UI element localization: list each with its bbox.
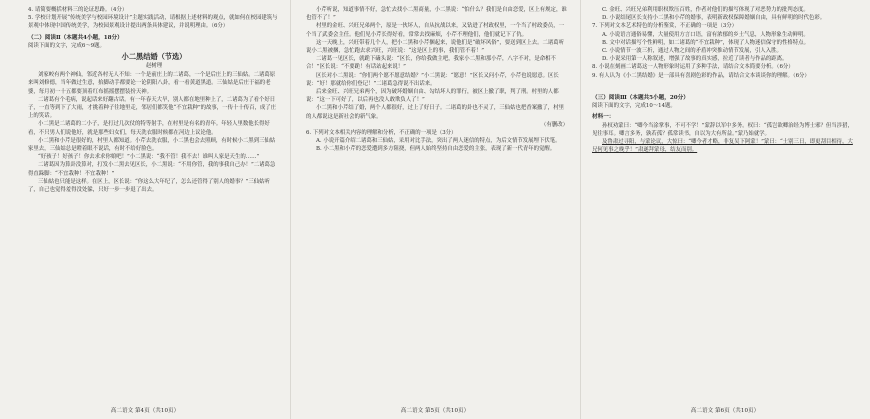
question-7: 7. 下列对文本艺术特色的分析鉴赏，不正确的一项是（3分） xyxy=(592,23,738,30)
question-9: 9. 有人认为《小二黑结婚》是一部具有喜剧色彩的作品，请结合文本谈谈你的理解。（6分） xyxy=(592,72,810,79)
story-paragraph: 小二黑和小芹是很好的，村里人都知道。小芹去洗衣服，小二黑也会去照顾，有时候小二黑到三仙姑家里去，三仙姑总是瞪着眼不说话，有时不给好脸色。 xyxy=(28,137,276,153)
question-5: 5. 学校计划开展“传统美学与校园环境设计”主题实践活动，请根据上述材料的观点，就如何在校园建筑与景观中体现中国传统美学，为校园景观设计提出两条具体建议，并说明理由。（6分） xyxy=(28,15,278,30)
page-5 xyxy=(290,0,580,419)
story-paragraph: 这一天晚上，兴旺带着几个人，把小二黑和小芹捆起来，说他们是“破坏风俗”，要送到区上去。二诸葛听说小二黑被捆，急忙跑去求兴旺，兴旺说：“这是区上的事，我们管不着！” xyxy=(306,39,565,55)
option-b: B. 文中对话描写个性鲜明，如二诸葛的“不宜栽种”，体现了人物迷信保守的性格特点。 xyxy=(602,39,809,46)
section-heading: （二）阅读Ⅱ（本题共4小题，18分） xyxy=(28,34,123,41)
option-d: D. 小说采用第一人称叙述，增强了故事的真实感，拉近了读者与作品的距离。 xyxy=(602,56,788,63)
story-paragraph: 刘家峧有两个神仙，邻近各村无人不知：一个是前庄上的二诸葛，一个是后庄上的三仙姑。二诸葛原来叫刘修德，当年做过生意，抬脚动手都要论一论阴阳八卦，看一看黄道黑道。三仙姑是后庄于福的老婆，每月初一十五都要顶着红布摇摇摆摆装扮天神。 xyxy=(28,72,276,95)
story-paragraph: 二诸葛一见区长，就跪下磕头说：“区长，你给我做主吧，我家小二黑和那小芹，八字不对，是命相不合！”区长说：“不要跪！有话站起来说！” xyxy=(306,56,556,71)
option-a: A. 小说语言通俗易懂，大量使用方言口语，富有浓郁的乡土气息，人物形象生动鲜明。 xyxy=(602,31,809,38)
page-6 xyxy=(580,0,870,419)
page-footer: 高二语文 第4页（共10页） xyxy=(110,408,180,414)
question-4: 4. 请简要概括材料三的论证思路。（4分） xyxy=(28,7,128,13)
story-paragraph: 后来金旺、兴旺兄弟两个，因为破坏婚姻自由、勾结坏人的罪行，被区上撤了职，判了刑。村里的人都说：“这一下可好了，以后再也没人敢欺负人了！” xyxy=(306,89,559,104)
question-8: 8. 小说在刻画二诸葛这一人物形象时运用了多种手法，请结合文本简要分析。（6分） xyxy=(592,64,794,71)
section-instruction: 阅读下面的文字，完成10～14题。 xyxy=(592,103,676,110)
page-footer: 高二语文 第5页（共10页） xyxy=(400,408,470,414)
story-paragraph: 小二黑是二诸葛的二小子，是打过几次仗的特等射手，在村里是有名的青年。年轻人里数他长得好看，不只男人们说他好，就是那些妇女们，每天洗衣服时候都在河边上议论他。 xyxy=(28,121,270,136)
material-paragraph: 孙权劝蒙曰：“卿今当涂掌事，不可不学！”蒙辞以军中多务。权曰：“孤岂欲卿治经为博士邪？但当涉猎，见往事耳。卿言多务，孰若孤？孤常读书，自以为大有所益。”蒙乃始就学。 xyxy=(592,122,853,138)
page-4 xyxy=(0,0,290,419)
story-paragraph: 小芹听说，知道事情不好，急忙去找小二黑商量，小二黑说：“怕什么？我们是自由恋爱，区上有规定，谁也管不了！” xyxy=(306,7,567,22)
story-paragraph: 三仙姑也只能是这样。在区上，区长说：“你这么大年纪了，怎么还管得了别人的婚事？”三仙姑听了，自己也觉得羞得没处躲，只好一步一步退了出去。 xyxy=(28,178,270,194)
section-instruction: 阅读下面的文字，完成6～9题。 xyxy=(28,43,105,50)
story-paragraph: 区长对小二黑说：“你们两个愿不愿意结婚？”小二黑说：“愿意！”区长又问小芹，小芹也说愿意。区长说：“好！那就给你们登记！”二诸葛急得说不出话来。 xyxy=(306,72,559,87)
option-b: B. 小二黑和小芹的恋爱遭到多方阻挠，但两人始终坚持自由恋爱的主张，表现了新一代青年的觉醒。 xyxy=(316,146,556,153)
question-6: 6. 下列对文本相关内容的理解和分析，不正确的一项是（3分） xyxy=(306,130,457,137)
option-c: C. 金旺、兴旺兄弟利用职权欺压百姓，作者对他们的描写体现了对恶势力的批判态度。 xyxy=(602,7,809,13)
page-footer: 高二语文 第6页（共10页） xyxy=(690,408,760,414)
story-paragraph: 小二黑和小芹结了婚，两个人都很好，过上了好日子。二诸葛的卦也不灵了，三仙姑也把香案撤了，村里的人都说这是新社会的新气象。 xyxy=(306,105,564,120)
material-label: 材料一： xyxy=(592,114,615,121)
option-d: D. 小说结尾区长支持小二黑和小芹的婚事，表明新政权保障婚姻自由，具有鲜明的时代色彩。 xyxy=(602,15,826,22)
story-paragraph: 二诸葛因为算卦没算对，打发小二黑去见区长，小二黑说：“不用你管，我的事我自己办！”二诸葛急得直跺脚：“不宜栽种！不宜栽种！” xyxy=(28,162,276,177)
section-heading: （三）阅读Ⅲ（本题共5小题，20分） xyxy=(592,94,689,101)
story-paragraph: 二诸葛有个毛病，说起话来好翻古话。有一年春天大旱，别人都在地里种上了，二诸葛为了看个好日子，一直等到下了大雨，才挑着种子往地里走，邻居们都笑他“不宜栽种”的故事，一传十十传百，成了庄上的笑话。 xyxy=(28,96,277,120)
story-title: 小二黑结婚（节选） xyxy=(121,52,187,62)
story-paragraph: 村里的金旺、兴旺兄弟两个，原是一伙坏人，自从抗战以来，又钻进了村政权里，一个当了村政委员，一个当了武委会主任。他们见小芹长得好看，常常去找麻烦，小芹不理他们，他们就记下了仇。 xyxy=(306,23,564,38)
story-author: 赵树理 xyxy=(145,63,163,70)
source-note: （有删改） xyxy=(541,121,568,128)
material-paragraph: 及鲁肃过寻阳，与蒙论议，大惊曰：“卿今者才略，非复吴下阿蒙！”蒙曰：“士别三日，即更刮目相待，大兄何见事之晚乎！”肃遂拜蒙母，结友而别。 xyxy=(592,139,853,154)
option-a: A. 小说开篇介绍二诸葛和三仙姑，采用对比手法，突出了两人迷信的特点，为后文情节发展埋下伏笔。 xyxy=(316,138,561,145)
option-c: C. 小说情节一波三折，通过人物之间的矛盾冲突推动情节发展，引人入胜。 xyxy=(602,48,782,55)
story-paragraph: “好孩子！好孩子！你去求求你娘吧！”小二黑说：“我不管！我不去！谁叫人家是天生的……” xyxy=(38,154,260,161)
